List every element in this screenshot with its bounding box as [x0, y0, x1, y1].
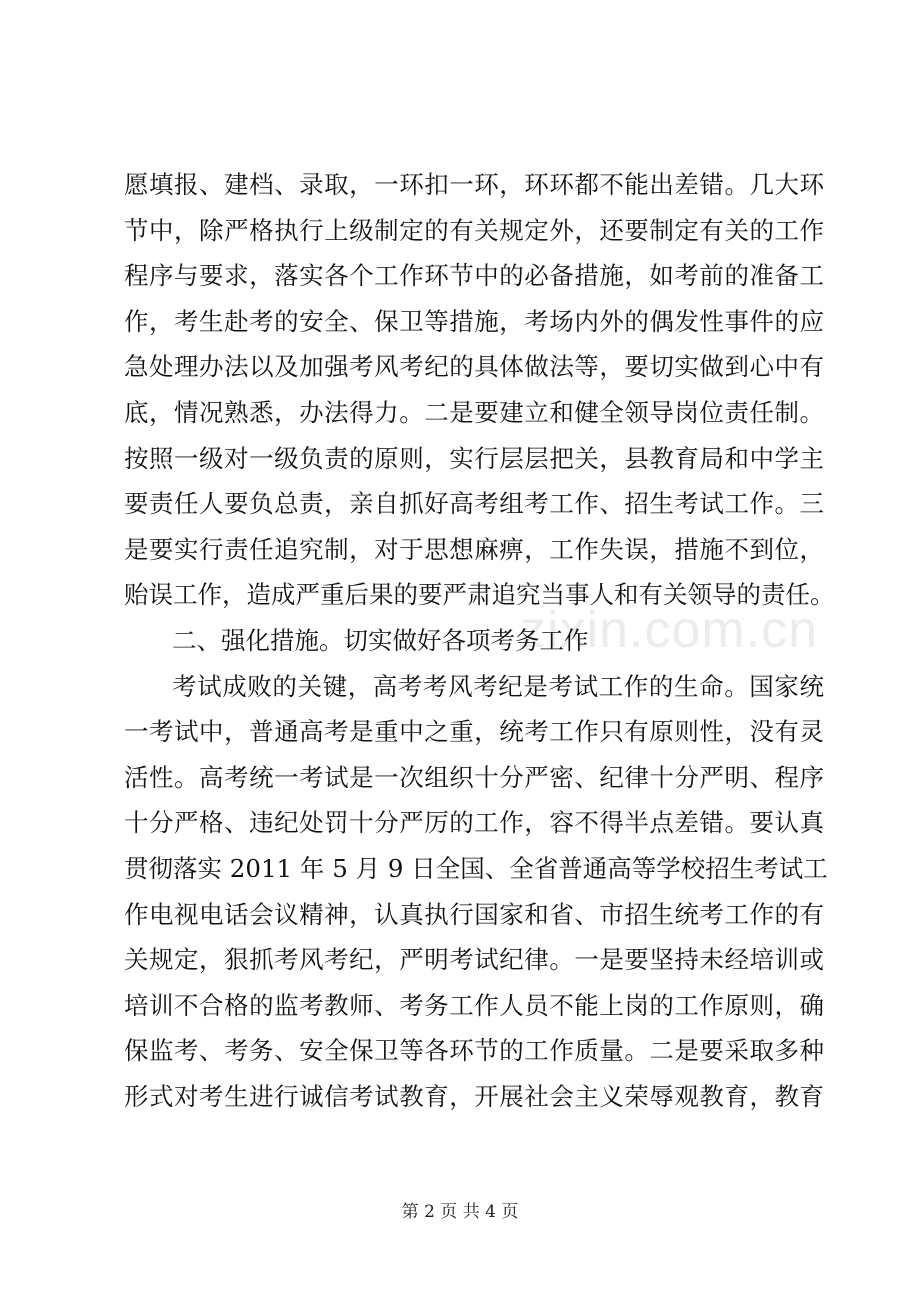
- text-line: 愿填报、建档、录取，一环扣一环，环环都不能出差错。几大环: [124, 170, 824, 199]
- page-footer: 第 2 页 共 4 页: [401, 1202, 519, 1222]
- text-line: 作，考生赴考的安全、保卫等措施，考场内外的偶发性事件的应: [124, 306, 824, 336]
- text-line: 关规定，狠抓考风考纪，严明考试纪律。一是要坚持未经培训或: [124, 945, 824, 975]
- text-line: 贻误工作，造成严重后果的要严肃追究当事人和有关领导的责任。: [124, 580, 835, 610]
- text-line: 节中，除严格执行上级制定的有关规定外，还要制定有关的工作: [124, 215, 824, 245]
- text-line: 保监考、考务、安全保卫等各环节的工作质量。二是要采取多种: [124, 1036, 824, 1066]
- section-heading: 二、强化措施。切实做好各项考务工作: [172, 625, 589, 655]
- text-line: 底，情况熟悉，办法得力。二是要建立和健全领导岗位责任制。: [124, 397, 824, 427]
- body-text: [124, 162, 835, 1119]
- watermark: zixin.com.cn: [520, 601, 819, 659]
- text-line: 活性。高考统一考试是一次组织十分严密、纪律十分严明、程序: [124, 762, 824, 792]
- text-line: 形式对考生进行诚信考试教育，开展社会主义荣辱观教育，教育: [124, 1081, 824, 1111]
- text-line: 作电视电话会议精神，认真执行国家和省、市招生统考工作的有: [124, 899, 824, 929]
- text-line: 急处理办法以及加强考风考纪的具体做法等，要切实做到心中有: [124, 352, 824, 382]
- text-line: 一考试中，普通高考是重中之重，统考工作只有原则性，没有灵: [124, 717, 824, 747]
- text-line: 是要实行责任追究制，对于思想麻痹，工作失误，措施不到位，: [124, 534, 824, 564]
- text-line: 考试成败的关键，高考考风考纪是考试工作的生命。国家统: [172, 671, 824, 701]
- text-line: 培训不合格的监考教师、考务工作人员不能上岗的工作原则，确: [124, 990, 824, 1020]
- text-line: 十分严格、违纪处罚十分严厉的工作，容不得半点差错。要认真: [124, 808, 824, 838]
- text-line: 要责任人要负总责，亲自抓好高考组考工作、招生考试工作。三: [124, 489, 824, 519]
- text-line: 贯彻落实 2011 年 5 月 9 日全国、全省普通高等学校招生考试工: [124, 853, 828, 883]
- text-line: 程序与要求，落实各个工作环节中的必备措施，如考前的准备工: [124, 261, 824, 291]
- text-line: 按照一级对一级负责的原则，实行层层把关，县教育局和中学主: [124, 443, 824, 473]
